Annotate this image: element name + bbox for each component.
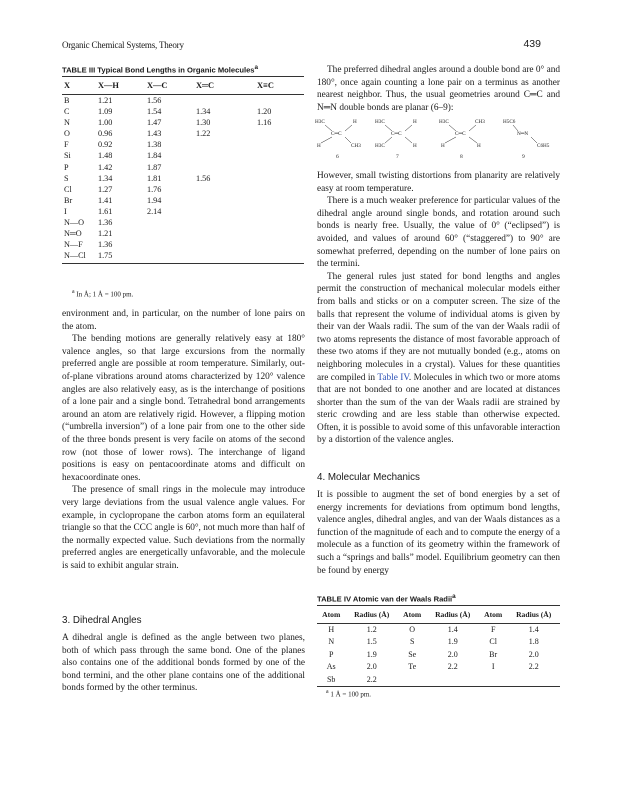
table3-cell: 1.94 bbox=[147, 195, 162, 205]
svg-text:C═C: C═C bbox=[391, 131, 402, 137]
table3-cell: Si bbox=[64, 151, 71, 161]
table3-cell: P bbox=[64, 162, 69, 172]
paragraph: environment and, in particular, on the number of lone pairs on the atom. bbox=[62, 309, 305, 332]
structure-label: 8 bbox=[460, 154, 463, 159]
paragraph: The bending motions are generally relatively easy at 180° valence angles, so that large excursions from the normally preferred angle are possible at room temperature. Similarly, out-of-plane vibrations around atoms characterized by 120° valence angles are also relatively easy, as is the interchange of positions of a lone pair and a single bond. Tetrahedral bond arrangements around an atom are relatively rigid. However, a flipping motion (“umbrella inversion”) of a lone pair from one to the other side of the three bonds present is very facile on atoms of the second row (not those of lower rows). The interchange of ligand positions is easy on pentacoordinate atoms and difficult on hexacoordinate ones. bbox=[62, 334, 305, 483]
svg-text:H: H bbox=[441, 143, 445, 149]
table3-cell: 1.56 bbox=[196, 173, 211, 183]
svg-text:H3C: H3C bbox=[375, 143, 385, 149]
table3-cell bbox=[255, 228, 304, 239]
table4-cell bbox=[398, 674, 426, 687]
table3-cell bbox=[255, 139, 304, 150]
table3-row bbox=[62, 228, 304, 239]
table4-header: Radius (Å) bbox=[345, 606, 398, 624]
table3-cell: 1.43 bbox=[147, 129, 162, 139]
table3-cell bbox=[255, 128, 304, 139]
paragraph: The general rules just stated for bond lengths and angles permit the construction of mechanical molecular models either from balls and sticks or on a computer screen. The size of the balls that represent the volume of individual atoms is given by their van der Waals radii. The sum of the van der Waals radii of two atoms represents the distance of most favorable approach of these two atoms if they are not mutually bonded (e.g., atoms on neighboring molecules in a crystal). Values for these quantities are compiled in Table IV. Molecules in which two or more atoms that are not bonded to one another and are located at distances shorter than the sum of the van der Waals radii are strained by steric crowding and are less stable than otherwise expected. Often, it is possible to avoid some of this unfavorable interaction by a distortion of the valence angles. bbox=[317, 271, 561, 446]
left-column-text-2 bbox=[62, 632, 305, 695]
table3-row bbox=[62, 117, 304, 128]
svg-text:H3C: H3C bbox=[375, 119, 385, 125]
svg-text:H: H bbox=[477, 143, 481, 149]
table3-cell: N—Cl bbox=[62, 250, 96, 264]
table3-cell: 1.30 bbox=[196, 118, 211, 128]
table3-cell: 1.00 bbox=[98, 118, 113, 128]
table4-header: Atom bbox=[398, 606, 426, 624]
svg-text:H: H bbox=[413, 119, 417, 125]
table3-header: X—H bbox=[96, 77, 145, 95]
table3-cell: B bbox=[64, 96, 70, 105]
table3-header: X═C bbox=[194, 77, 255, 95]
table4-cell: N bbox=[328, 637, 335, 647]
table3-cell bbox=[194, 239, 255, 250]
table3-cell: 1.21 bbox=[98, 229, 113, 239]
table3-cell: N bbox=[64, 118, 70, 128]
table3-caption: TABLE III Typical Bond Lengths in Organic Molecules$^a$ bbox=[62, 64, 259, 75]
table3-caption-note: a bbox=[254, 64, 259, 71]
table3-cell: 0.92 bbox=[98, 140, 113, 150]
paragraph: There is a much weaker preference for particular values of the dihedral angle around single bonds, and rotation around such bonds is nearly free. Usually, the value of 0° (“eclipsed”) is avoided, and values of around 60° (“staggered”) to 90° are somewhat preferred, depending on the number of lone pairs on the termini. bbox=[317, 196, 560, 270]
structure-label: 6 bbox=[336, 154, 339, 159]
table4-cell: Cl bbox=[489, 637, 497, 647]
table4-header: Radius (Å) bbox=[507, 606, 560, 624]
table3-cell bbox=[145, 250, 194, 264]
section-4-heading: 4. Molecular Mechanics bbox=[317, 472, 420, 483]
structure-8 bbox=[439, 119, 485, 159]
table4-header: Radius (Å) bbox=[426, 606, 479, 624]
table3-cell: C bbox=[64, 107, 70, 117]
structure-label: 9 bbox=[522, 154, 525, 159]
table4-cell: 2.2 bbox=[447, 662, 458, 672]
table3-row bbox=[62, 250, 304, 264]
table4-row bbox=[317, 636, 560, 648]
table3-cell: 1.16 bbox=[257, 118, 272, 128]
table4-caption: TABLE IV Atomic van der Waals Radii$^a$ bbox=[317, 593, 456, 604]
table3-cell bbox=[194, 95, 255, 107]
svg-text:H: H bbox=[413, 143, 417, 149]
structure-9 bbox=[503, 119, 550, 159]
table-iv-link[interactable]: Table IV bbox=[377, 372, 409, 383]
table3-cell: 1.34 bbox=[196, 107, 211, 117]
left-column-text bbox=[62, 308, 305, 572]
table4-cell: 1.8 bbox=[528, 637, 539, 647]
table4-cell: 1.4 bbox=[447, 625, 458, 634]
right-column-intro bbox=[317, 64, 560, 114]
table4-row bbox=[317, 661, 560, 673]
table4-cell: 1.2 bbox=[366, 625, 377, 634]
table3-cell: 1.87 bbox=[147, 162, 162, 172]
table3-cell bbox=[194, 184, 255, 195]
paragraph: A dihedral angle is defined as the angle between two planes, both of which pass through the same bond. One of the planes also contains one of the additional bonds formed by one of the bond termini, and the other plane contains one of the additional bonds formed by the other terminus. bbox=[62, 633, 305, 694]
table4-cell: 2.0 bbox=[366, 662, 377, 672]
table3-header-row bbox=[62, 77, 304, 95]
table3-cell bbox=[194, 217, 255, 228]
table4-cell: 1.4 bbox=[528, 625, 539, 634]
table3-cell bbox=[255, 239, 304, 250]
structures-6-9 bbox=[315, 114, 560, 159]
svg-text:H: H bbox=[317, 143, 321, 149]
table3-cell bbox=[194, 150, 255, 161]
table3-cell: 1.38 bbox=[147, 140, 162, 150]
table3-cell: S bbox=[64, 173, 69, 183]
table3-cell: I bbox=[64, 206, 67, 216]
table4-cell: Te bbox=[408, 662, 417, 672]
table3-cell: N═O bbox=[64, 229, 82, 239]
table3-header: X—C bbox=[145, 77, 194, 95]
page-number: 439 bbox=[523, 38, 541, 50]
table3-cell bbox=[194, 139, 255, 150]
paragraph: However, small twisting distortions from planarity are relatively easy at room temperature. bbox=[317, 171, 560, 194]
table3-row bbox=[62, 217, 304, 228]
running-title: Organic Chemical Systems, Theory bbox=[62, 40, 184, 50]
table3-cell bbox=[255, 217, 304, 228]
table4-cell: 1.9 bbox=[447, 637, 458, 647]
table3-row bbox=[62, 95, 304, 107]
svg-text:H3C: H3C bbox=[439, 119, 449, 125]
table3-cell bbox=[145, 239, 194, 250]
svg-text:CH3: CH3 bbox=[351, 143, 361, 149]
table3-cell bbox=[255, 95, 304, 107]
table3-cell: F bbox=[64, 140, 69, 150]
table3-cell: 1.84 bbox=[147, 151, 162, 161]
table4-cell: I bbox=[491, 662, 495, 672]
svg-text:C═C: C═C bbox=[331, 131, 342, 137]
table3-row bbox=[62, 106, 304, 117]
table3-row bbox=[62, 195, 304, 206]
table3-cell: 0.96 bbox=[98, 129, 113, 139]
table3-cell: 1.22 bbox=[196, 129, 211, 139]
table3-cell bbox=[255, 173, 304, 184]
svg-text:C6H5: C6H5 bbox=[537, 143, 550, 149]
table3-cell: 1.56 bbox=[147, 96, 162, 105]
table3-cell: 1.34 bbox=[98, 173, 113, 183]
svg-text:N═N: N═N bbox=[517, 131, 529, 137]
table4-cell: Sb bbox=[317, 674, 345, 687]
table3-cell: 1.81 bbox=[147, 173, 162, 183]
table3-footnote: $^a$ In Å; 1 Å = 100 pm. bbox=[72, 289, 134, 299]
table3-cell bbox=[145, 217, 194, 228]
table3-cell: O bbox=[64, 129, 70, 139]
table3-cell: 1.09 bbox=[98, 107, 113, 117]
section-3-heading: 3. Dihedral Angles bbox=[62, 615, 142, 626]
table3-cell: 1.41 bbox=[98, 195, 113, 205]
paragraph: The presence of small rings in the molecule may introduce very large deviations from the usual valence angle values. For example, in cyclopropane the carbon atoms form an equilateral triangle so that the CCC angle is 60°, not much more than half of the normally expected value. Such deviations from the normally preferred angles are energetically unfavorable, and the molecule is said to exhibit angular strain. bbox=[62, 485, 305, 571]
table4-cell: 2.0 bbox=[528, 649, 539, 659]
table3 bbox=[62, 76, 304, 264]
table3-header: X≡C bbox=[255, 77, 304, 95]
table3-cell bbox=[255, 184, 304, 195]
table4-caption-note: a bbox=[452, 593, 456, 600]
table3-cell bbox=[255, 150, 304, 161]
table3-cell bbox=[255, 162, 304, 173]
table3-row bbox=[62, 173, 304, 184]
table4-cell: Se bbox=[408, 649, 417, 659]
table3-cell: 1.48 bbox=[98, 151, 113, 161]
table3-cell: 1.47 bbox=[147, 118, 162, 128]
table4-cell: S bbox=[409, 637, 415, 647]
svg-text:H5C6: H5C6 bbox=[503, 119, 516, 125]
table3-cell: 1.36 bbox=[98, 218, 113, 228]
table3-cell bbox=[255, 195, 304, 206]
table4-cell: F bbox=[490, 625, 496, 634]
table3-row bbox=[62, 206, 304, 217]
table4-cell: P bbox=[328, 649, 334, 659]
table4-row bbox=[317, 624, 560, 637]
table4-cell bbox=[507, 674, 560, 687]
table3-cell: 1.75 bbox=[96, 250, 145, 264]
table4-cell: H bbox=[328, 625, 335, 634]
table4-cell: 1.9 bbox=[366, 649, 377, 659]
table3-cell: 1.21 bbox=[98, 96, 113, 105]
table3-cell bbox=[255, 206, 304, 217]
table3-cell: Cl bbox=[64, 184, 72, 194]
table4-footnote: $^a$ 1 Å = 100 pm. bbox=[326, 689, 372, 699]
svg-text:H: H bbox=[353, 119, 357, 125]
table4-cell bbox=[479, 674, 507, 687]
table3-row bbox=[62, 150, 304, 161]
table4-row bbox=[317, 649, 560, 661]
table3-cell bbox=[194, 250, 255, 264]
right-column-text-2 bbox=[317, 489, 560, 577]
table4-cell: 2.2 bbox=[345, 674, 398, 687]
table4-cell: Br bbox=[489, 649, 498, 659]
table4-header: Atom bbox=[317, 606, 345, 624]
table3-cell bbox=[255, 250, 304, 264]
table4-header-row bbox=[317, 606, 560, 624]
table4-cell bbox=[426, 674, 479, 687]
table3-cell: 1.54 bbox=[147, 107, 162, 117]
table3-cell: Br bbox=[64, 195, 73, 205]
table3-cell: 1.36 bbox=[98, 240, 113, 250]
svg-text:H3C: H3C bbox=[315, 119, 325, 125]
table3-row bbox=[62, 128, 304, 139]
structure-7 bbox=[375, 119, 417, 159]
table4-cell: As bbox=[326, 662, 336, 672]
table4-cell: O bbox=[409, 625, 416, 634]
paragraph: It is possible to augment the set of bond energies by a set of energy increments for deviations from optimum bond lengths, valence angles, dihedral angles, and van der Waals distances as a function of the magnitude of each and to compute the energy of a molecule as a function of its geometry within the framework of such a “springs and balls” model. Equilibrium geometry can then be found by energy bbox=[317, 490, 561, 576]
table3-cell bbox=[194, 162, 255, 173]
table3-header: X bbox=[62, 77, 96, 95]
table3-cell: 1.42 bbox=[98, 162, 113, 172]
table4-cell: 2.0 bbox=[447, 649, 458, 659]
svg-text:C═C: C═C bbox=[455, 131, 466, 137]
structure-label: 7 bbox=[396, 154, 399, 159]
table3-row bbox=[62, 239, 304, 250]
table3-cell: 1.27 bbox=[98, 184, 113, 194]
table3-cell: N—O bbox=[64, 218, 85, 228]
table3-cell bbox=[194, 206, 255, 217]
table3-cell bbox=[194, 195, 255, 206]
table4-row bbox=[317, 674, 560, 687]
table3-cell: 1.76 bbox=[147, 184, 162, 194]
table3-cell: 1.61 bbox=[98, 206, 113, 216]
table3-cell: 2.14 bbox=[147, 206, 162, 216]
svg-text:CH3: CH3 bbox=[475, 119, 485, 125]
structure-6 bbox=[315, 119, 361, 159]
paragraph: The preferred dihedral angles around a double bond are 0° and 180°, once again counting a lone pair on a terminus as another nearest neighbor. Thus, the usual geometries around C═C and N═N double bonds are planar (6–9): bbox=[317, 65, 560, 113]
table4-cell: 1.5 bbox=[366, 637, 377, 647]
table4 bbox=[317, 605, 560, 687]
table4-header: Atom bbox=[479, 606, 507, 624]
table3-row bbox=[62, 139, 304, 150]
table3-row bbox=[62, 184, 304, 195]
table3-cell bbox=[194, 228, 255, 239]
table3-row bbox=[62, 162, 304, 173]
table3-cell: 1.20 bbox=[257, 107, 272, 117]
table4-cell: 2.2 bbox=[528, 662, 539, 672]
right-column-text bbox=[317, 170, 560, 447]
table3-cell: N—F bbox=[64, 240, 83, 250]
table3-cell bbox=[145, 228, 194, 239]
